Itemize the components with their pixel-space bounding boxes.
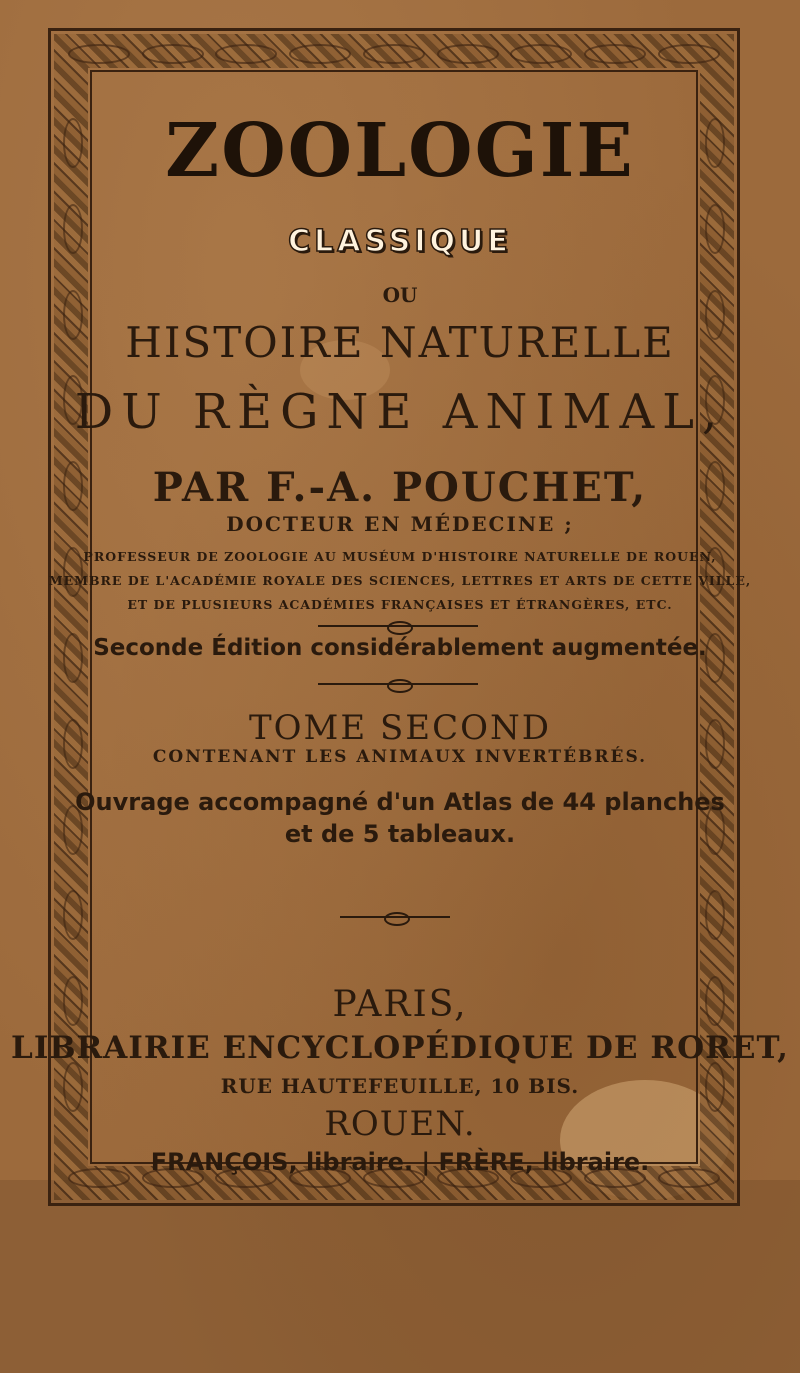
decorative-rule	[318, 625, 478, 627]
imprint-publisher: LIBRAIRIE ENCYCLOPÉDIQUE DE RORET,	[11, 1030, 789, 1066]
supplement-line-1: Ouvrage accompagné d'un Atlas de 44 planches	[75, 788, 725, 816]
volume-contents: CONTENANT LES ANIMAUX INVERTÉBRÉS.	[152, 747, 648, 767]
imprint-booksellers: FRANÇOIS, libraire. | FRÈRE, libraire.	[150, 1148, 650, 1176]
ornament-icon	[437, 44, 499, 64]
author-credential: PROFESSEUR DE ZOOLOGIE AU MUSÉUM D'HISTOIRE NATURELLE DE ROUEN,	[83, 549, 717, 564]
subtitle: CLASSIQUE	[288, 224, 512, 259]
title-line-2: DU RÈGNE ANIMAL,	[74, 384, 726, 440]
supplement-line-2: et de 5 tableaux.	[284, 820, 516, 848]
imprint-city-2: ROUEN.	[324, 1104, 476, 1144]
ornament-icon	[289, 44, 351, 64]
ornament-icon	[705, 890, 725, 940]
imprint-city: PARIS,	[332, 984, 468, 1025]
edition-statement: Seconde Édition considérablement augmentée.	[93, 635, 707, 661]
ornament-icon	[658, 44, 720, 64]
title-connector: OU	[382, 283, 418, 307]
decorative-rule	[340, 916, 450, 918]
paper-stain	[0, 1180, 800, 1373]
author-credential: ET DE PLUSIEURS ACADÉMIES FRANÇAISES ET ÉTRANGÈRES, ETC.	[127, 597, 673, 612]
title-line-1: HISTOIRE NATURELLE	[125, 318, 675, 367]
ornament-icon	[584, 44, 646, 64]
imprint-address: RUE HAUTEFEUILLE, 10 BIS.	[220, 1074, 580, 1098]
decorative-rule	[318, 683, 478, 685]
volume-title: TOME SECOND	[248, 708, 551, 748]
ornament-icon	[63, 890, 83, 940]
main-title: ZOOLOGIE	[165, 108, 635, 194]
author-credential: MEMBRE DE L'ACADÉMIE ROYALE DES SCIENCES, LETTRES ET ARTS DE CETTE VILLE,	[48, 573, 752, 588]
ornament-icon	[510, 44, 572, 64]
top-ornament-row	[62, 42, 726, 66]
ornament-icon	[142, 44, 204, 64]
author-degree: DOCTEUR EN MÉDECINE ;	[226, 512, 574, 536]
author-byline: PAR F.-A. POUCHET,	[152, 464, 648, 511]
ornament-icon	[68, 44, 130, 64]
ornament-icon	[215, 44, 277, 64]
ornament-icon	[363, 44, 425, 64]
